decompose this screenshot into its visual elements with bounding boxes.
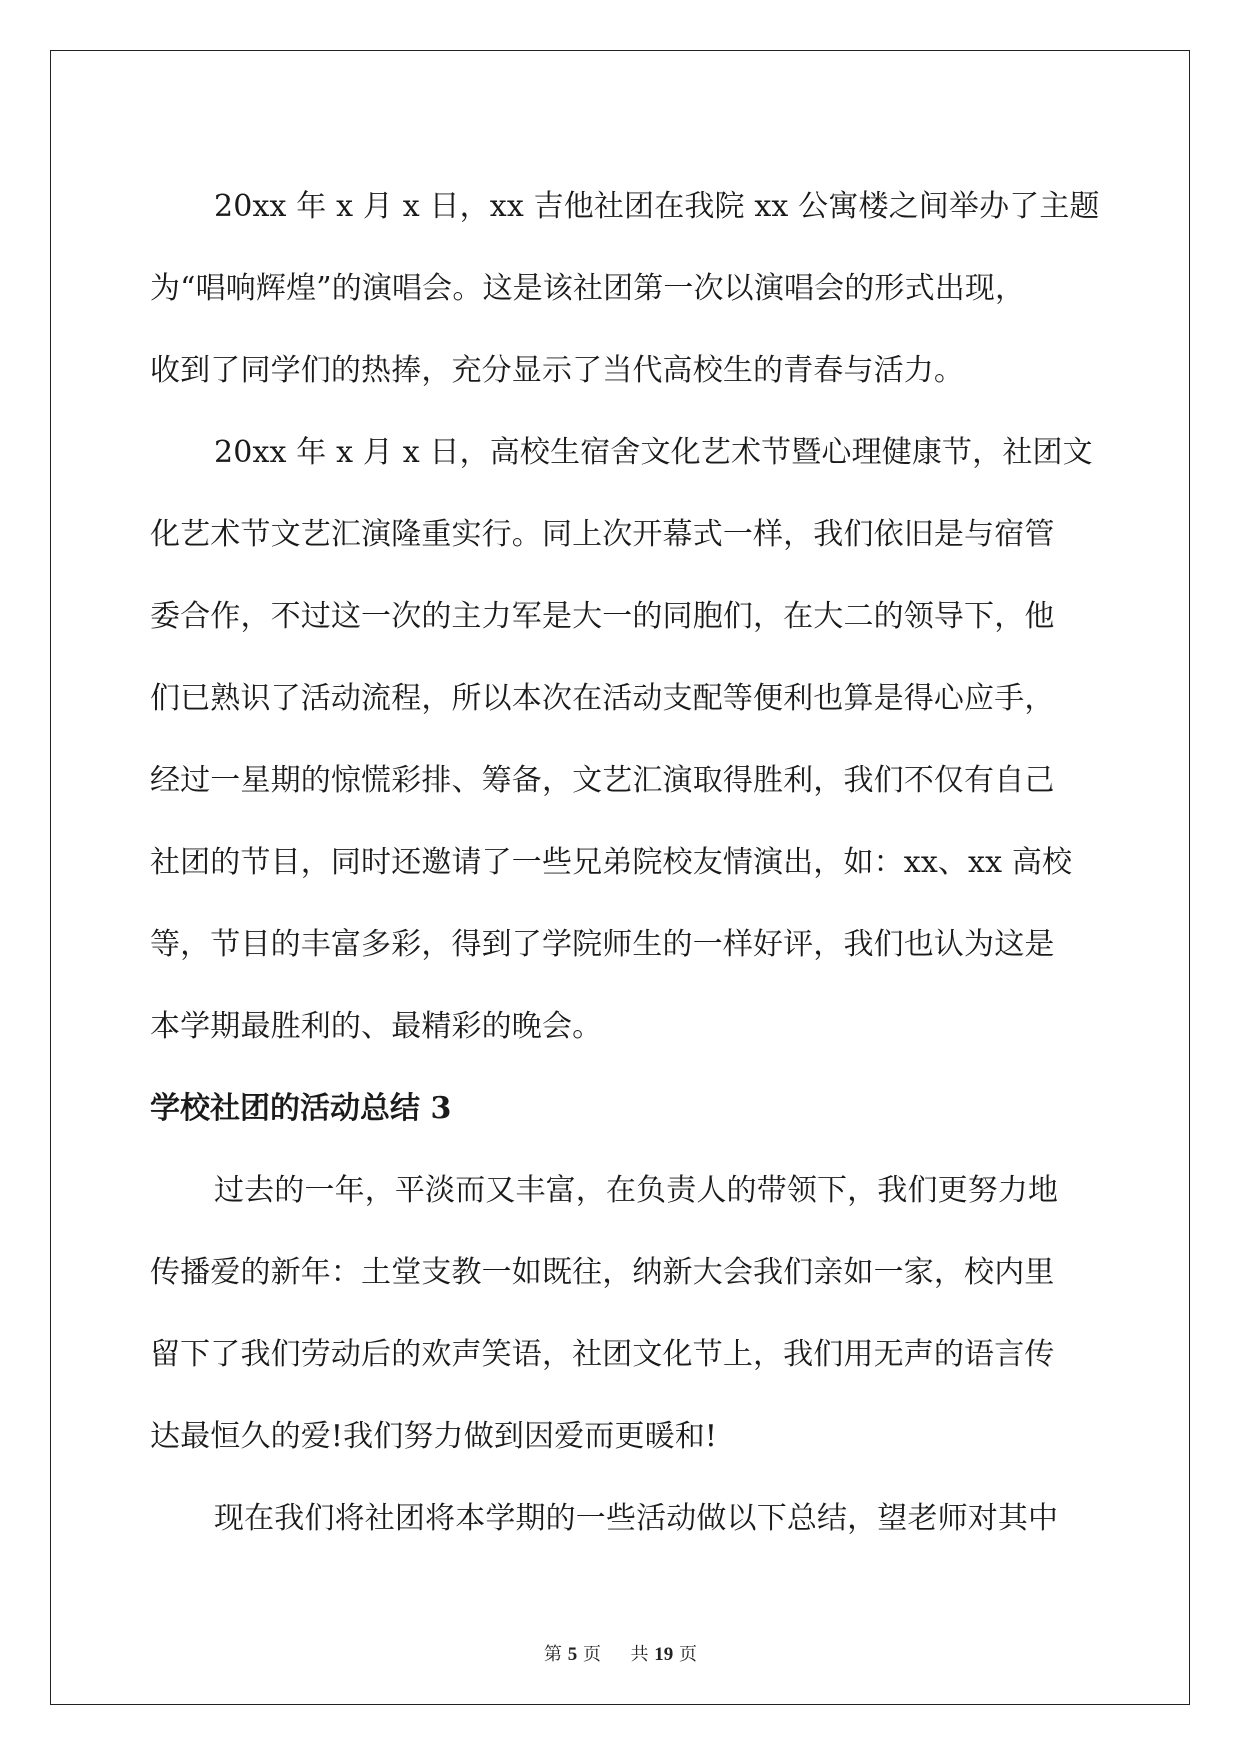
text-line: 20xx 年 x 月 x 日，高校生宿舍文化艺术节暨心理健康节，社团文 xyxy=(214,435,1093,470)
page-suffix: 页 xyxy=(583,1644,602,1665)
page-number: 5 xyxy=(567,1644,578,1665)
text-line: 社团的节目，同时还邀请了一些兄弟院校友情演出，如：xx、xx 高校 xyxy=(150,845,1073,880)
total-prefix: 共 xyxy=(630,1644,649,1665)
page-footer xyxy=(0,1640,1241,1666)
text-line: 化艺术节文艺汇演隆重实行。同上次开幕式一样，我们依旧是与宿管 xyxy=(150,517,1055,552)
paragraph-3 xyxy=(150,1150,1095,1478)
text-line: 经过一星期的惊慌彩排、筹备，文艺汇演取得胜利，我们不仅有自己 xyxy=(150,763,1055,798)
text-line: 为“唱响辉煌”的演唱会。这是该社团第一次以演唱会的形式出现， xyxy=(150,271,1026,306)
text-line: 过去的一年，平淡而又丰富，在负责人的带领下，我们更努力地 xyxy=(214,1173,1059,1208)
document-body xyxy=(150,166,1100,1560)
section-heading: 学校社团的活动总结 3 xyxy=(150,1091,452,1126)
text-line: 本学期最胜利的、最精彩的晚会。 xyxy=(150,1009,603,1044)
text-line: 委合作，不过这一次的主力军是大一的同胞们，在大二的领导下，他 xyxy=(150,599,1055,634)
text-line: 现在我们将社团将本学期的一些活动做以下总结，望老师对其中 xyxy=(214,1501,1059,1536)
text-line: 传播爱的新年：土堂支教一如既往，纳新大会我们亲如一家，校内里 xyxy=(150,1255,1055,1290)
text-line: 20xx 年 x 月 x 日，xx 吉他社团在我院 xx 公寓楼之间举办了主题 xyxy=(214,189,1100,224)
text-line: 们已熟识了活动流程，所以本次在活动支配等便利也算是得心应手， xyxy=(150,681,1055,716)
paragraph-4 xyxy=(150,1478,1095,1560)
paragraph-2 xyxy=(150,412,1095,1068)
total-suffix: 页 xyxy=(678,1644,697,1665)
text-line: 收到了同学们的热捧，充分显示了当代高校生的青春与活力。 xyxy=(150,353,965,388)
text-line: 达最恒久的爱!我们努力做到因爱而更暖和! xyxy=(150,1419,718,1454)
page-prefix: 第 xyxy=(544,1644,563,1665)
total-pages: 19 xyxy=(654,1644,674,1665)
paragraph-1 xyxy=(150,166,1100,412)
text-line: 等，节目的丰富多彩，得到了学院师生的一样好评，我们也认为这是 xyxy=(150,927,1055,962)
text-line: 留下了我们劳动后的欢声笑语，社团文化节上，我们用无声的语言传 xyxy=(150,1337,1055,1372)
